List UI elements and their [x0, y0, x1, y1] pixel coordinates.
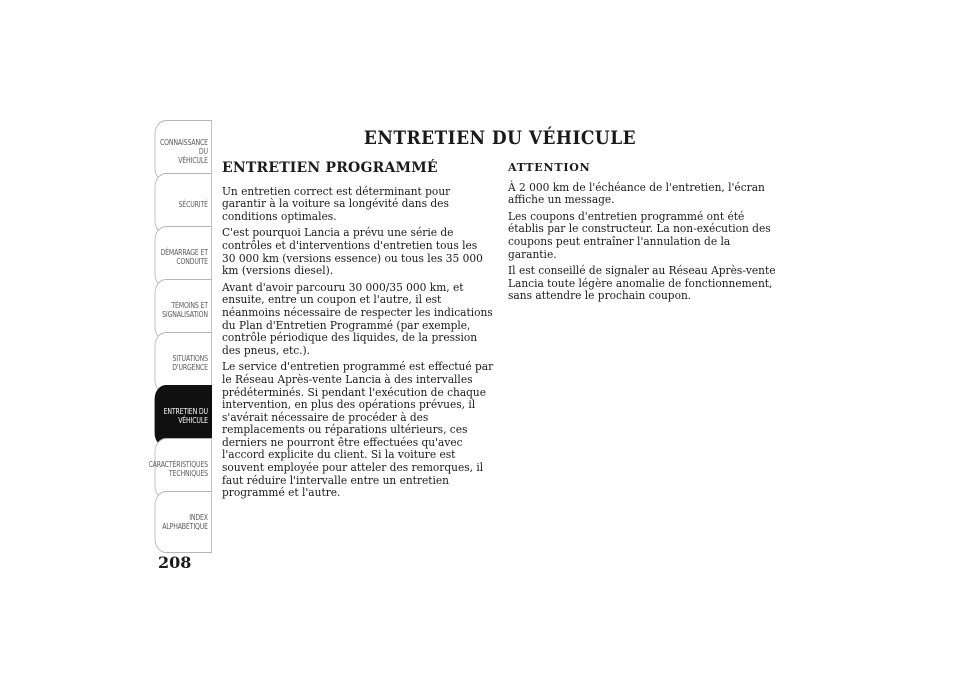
paragraph: Le service d'entretien programmé est effectué par le Réseau Après-vente Lancia à des intervalles prédéterminés. Si pendant l'exécution de chaque intervention, en plus des opérations prévues, il s'avérait nécessaire de procéder à des remplacements ou réparations ultérieurs, ces derniers ne pourront être effectuées qu'avec l'accord explicite du client. Si la voiture est souvent employée pour atteler des remorques, il faut réduire l'intervalle entre un entretien programmé et l'autre. [222, 359, 494, 500]
paragraph: C'est pourquoi Lancia a prévu une série de contrôles et d'interventions d'entretien tous les 30 000 km (versions essence) ou tous les 35 000 km (versions diesel). [222, 225, 483, 278]
tab-label: TÉMOINS ET SIGNALISATION [162, 301, 208, 319]
tab-label: ENTRETIEN DU VÉHICULE [163, 407, 208, 425]
tab-label: SÉCURITÉ [178, 199, 208, 209]
paragraph: Avant d'avoir parcouru 30 000/35 000 km, et ensuite, entre un coupon et l'autre, il est néanmoins nécessaire de respecter les indications du Plan d'Entretien Programmé (par exemple, contrôle périodique des liquides, de la pression des pneus, etc.). [222, 279, 493, 357]
section-heading: ENTRETIEN PROGRAMMÉ [222, 160, 438, 176]
tab-label: INDEX ALPHABÉTIQUE [162, 513, 208, 531]
tab-index-alphabetique[interactable] [155, 491, 212, 553]
tab-label: CARACTÉRISTIQUES TECHNIQUES [148, 460, 208, 478]
tab-label: SITUATIONS D'URGENCE [172, 354, 208, 372]
attention-heading: ATTENTION [508, 161, 591, 174]
paragraph: À 2 000 km de l'échéance de l'entretien, l'écran affiche un message. [508, 179, 765, 207]
right-column [508, 160, 780, 306]
tab-label: DÉMARRAGE ET CONDUITE [160, 248, 208, 266]
page-number: 208 [158, 553, 192, 572]
page-title: ENTRETIEN DU VÉHICULE [363, 128, 637, 150]
paragraph: Il est conseillé de signaler au Réseau Après-vente Lancia toute légère anomalie de fonctionnement, sans attendre le prochain coupon. [508, 263, 776, 303]
left-column [222, 160, 494, 503]
paragraph: Un entretien correct est déterminant pour garantir à la voiture sa longévité dans des conditions optimales. [222, 183, 451, 223]
tab-label: CONNAISSANCE DU VÉHICULE [159, 137, 208, 165]
paragraph: Les coupons d'entretien programmé ont été établis par le constructeur. La non-exécution des coupons peut entraîner l'annulation de la garantie. [508, 208, 771, 261]
